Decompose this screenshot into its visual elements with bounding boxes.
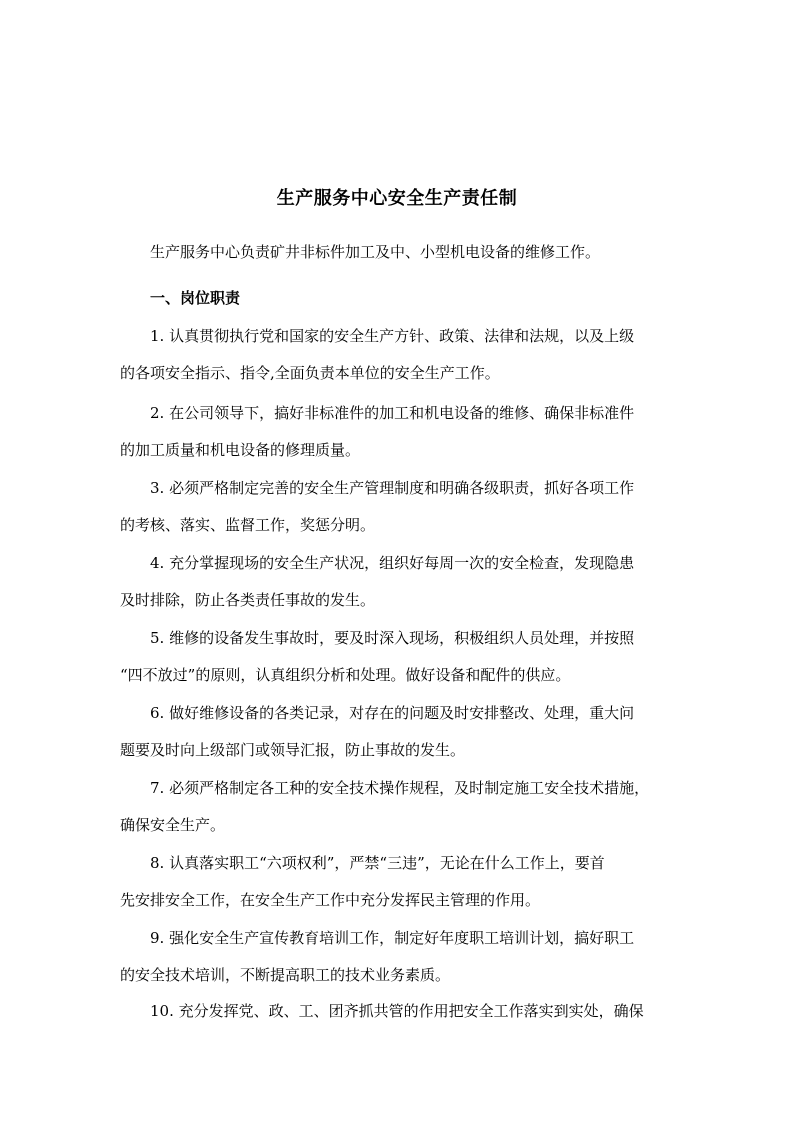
duty-item-line: 9. 强化安全生产宣传教育培训工作，制定好年度职工培训计划，搞好职工: [150, 929, 635, 947]
duty-item-1: [120, 318, 680, 392]
duty-item-line: 8. 认真落实职工“六项权利”，严禁“三违”，无论在什么工作上，要首: [150, 854, 605, 872]
document-title: 生产服务中心安全生产责任制: [276, 188, 518, 209]
duty-item-line: 的各项安全指示、指令,全面负责本单位的安全生产工作。: [120, 364, 500, 382]
duty-item-line: 10. 充分发挥党、政、工、团齐抓共管的作用把安全工作落实到实处，确保: [150, 1002, 644, 1020]
duty-item-line: 的加工质量和机电设备的修理质量。: [120, 441, 361, 459]
duty-item-5: [120, 620, 680, 694]
duty-item-line: “四不放过”的原则，认真组织分析和处理。做好设备和配件的供应。: [120, 666, 571, 684]
duty-item-line: 先安排安全工作，在安全生产工作中充分发挥民主管理的作用。: [120, 891, 541, 909]
duty-item-4: [120, 545, 680, 619]
duty-item-8: [120, 845, 680, 919]
duty-item-line: 及时排除，防止各类责任事故的发生。: [120, 591, 376, 609]
duty-item-line: 4. 充分掌握现场的安全生产状况，组织好每周一次的安全检查，发现隐患: [150, 554, 635, 572]
duty-item-line: 6. 做好维修设备的各类记录，对存在的问题及时安排整改、处理，重大问: [150, 704, 635, 722]
duty-item-line: 1. 认真贯彻执行党和国家的安全生产方针、政策、法律和法规，以及上级: [150, 327, 635, 345]
duty-item-line: 确保安全生产。: [120, 816, 226, 834]
duty-item-line: 题要及时向上级部门或领导汇报，防止事故的发生。: [120, 741, 466, 759]
duty-item-line: 的安全技术培训，不断提高职工的技术业务素质。: [120, 966, 451, 984]
section-heading: 一、岗位职责: [150, 289, 241, 307]
duty-item-6: [120, 695, 680, 769]
duty-item-3: [120, 470, 680, 544]
duty-item-7: [120, 770, 680, 844]
duty-item-9: [120, 920, 680, 994]
duty-item-line: 5. 维修的设备发生事故时，要及时深入现场，积极组织人员处理，并按照: [150, 629, 635, 647]
duty-item-10: [120, 993, 680, 1030]
duty-item-2: [120, 395, 680, 469]
intro-paragraph: 生产服务中心负责矿井非标件加工及中、小型机电设备的维修工作。: [150, 243, 601, 261]
duty-item-line: 7. 必须严格制定各工种的安全技术操作规程，及时制定施工安全技术措施，: [150, 779, 650, 797]
duty-item-line: 3. 必须严格制定完善的安全生产管理制度和明确各级职责，抓好各项工作: [150, 479, 635, 497]
duty-item-line: 2. 在公司领导下，搞好非标准件的加工和机电设备的维修、确保非标准件: [150, 404, 635, 422]
duty-item-line: 的考核、落实、监督工作，奖惩分明。: [120, 516, 376, 534]
